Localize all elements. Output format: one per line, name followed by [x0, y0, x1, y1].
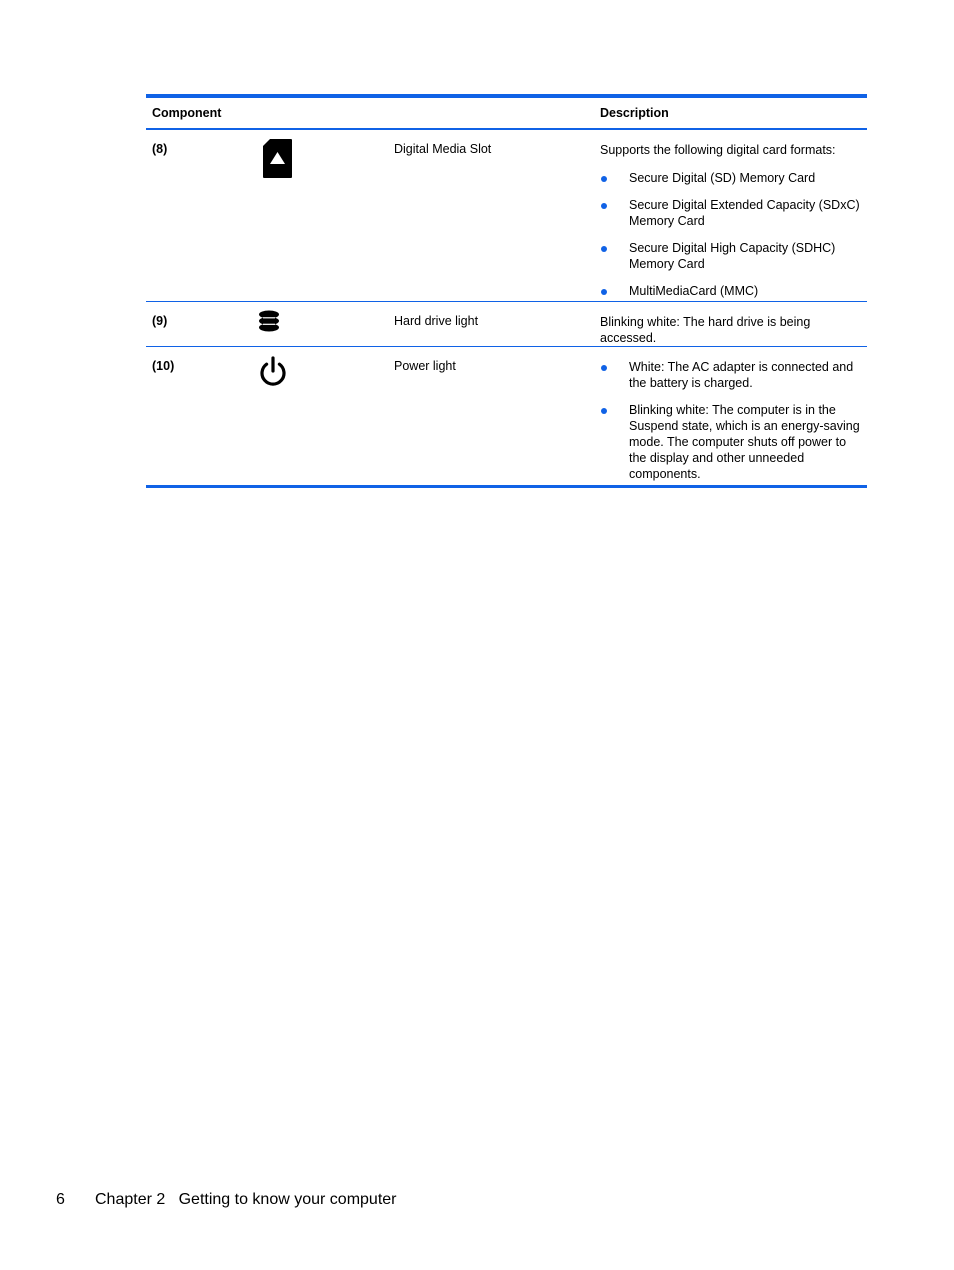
header-component: Component	[152, 106, 222, 120]
description-intro: Supports the following digital card formats:	[600, 143, 836, 157]
table-row	[146, 347, 867, 485]
list-item: MultiMediaCard (MMC)	[600, 283, 865, 299]
page-number: 6	[56, 1191, 65, 1208]
description-text: Blinking white: The hard drive is being accessed.	[600, 315, 811, 345]
header-description: Description	[600, 106, 669, 120]
component-description	[600, 314, 865, 346]
list-item: Secure Digital High Capacity (SDHC) Memory Card	[600, 240, 865, 272]
power-icon	[258, 356, 288, 393]
table-row	[146, 130, 867, 302]
component-description	[600, 359, 865, 493]
component-description	[600, 142, 865, 310]
hard-drive-icon	[258, 310, 280, 337]
chapter-title: Chapter 2 Getting to know your computer	[95, 1191, 397, 1208]
row-number: (8)	[152, 142, 168, 156]
row-number: (9)	[152, 314, 168, 328]
list-item: Secure Digital Extended Capacity (SDxC) Memory Card	[600, 197, 865, 229]
component-name: Digital Media Slot	[394, 142, 492, 156]
list-item: Blinking white: The computer is in the Suspend state, which is an energy-saving mode. The computer shuts off power to the display and other unneeded components.	[600, 402, 865, 482]
component-name: Hard drive light	[394, 314, 479, 328]
sd-card-icon	[263, 139, 292, 183]
list-item: Secure Digital (SD) Memory Card	[600, 170, 865, 186]
components-table	[146, 94, 867, 488]
table-row	[146, 302, 867, 347]
row-number: (10)	[152, 359, 175, 373]
list-item: White: The AC adapter is connected and the battery is charged.	[600, 359, 865, 391]
component-name: Power light	[394, 359, 456, 373]
table-header	[146, 98, 867, 130]
